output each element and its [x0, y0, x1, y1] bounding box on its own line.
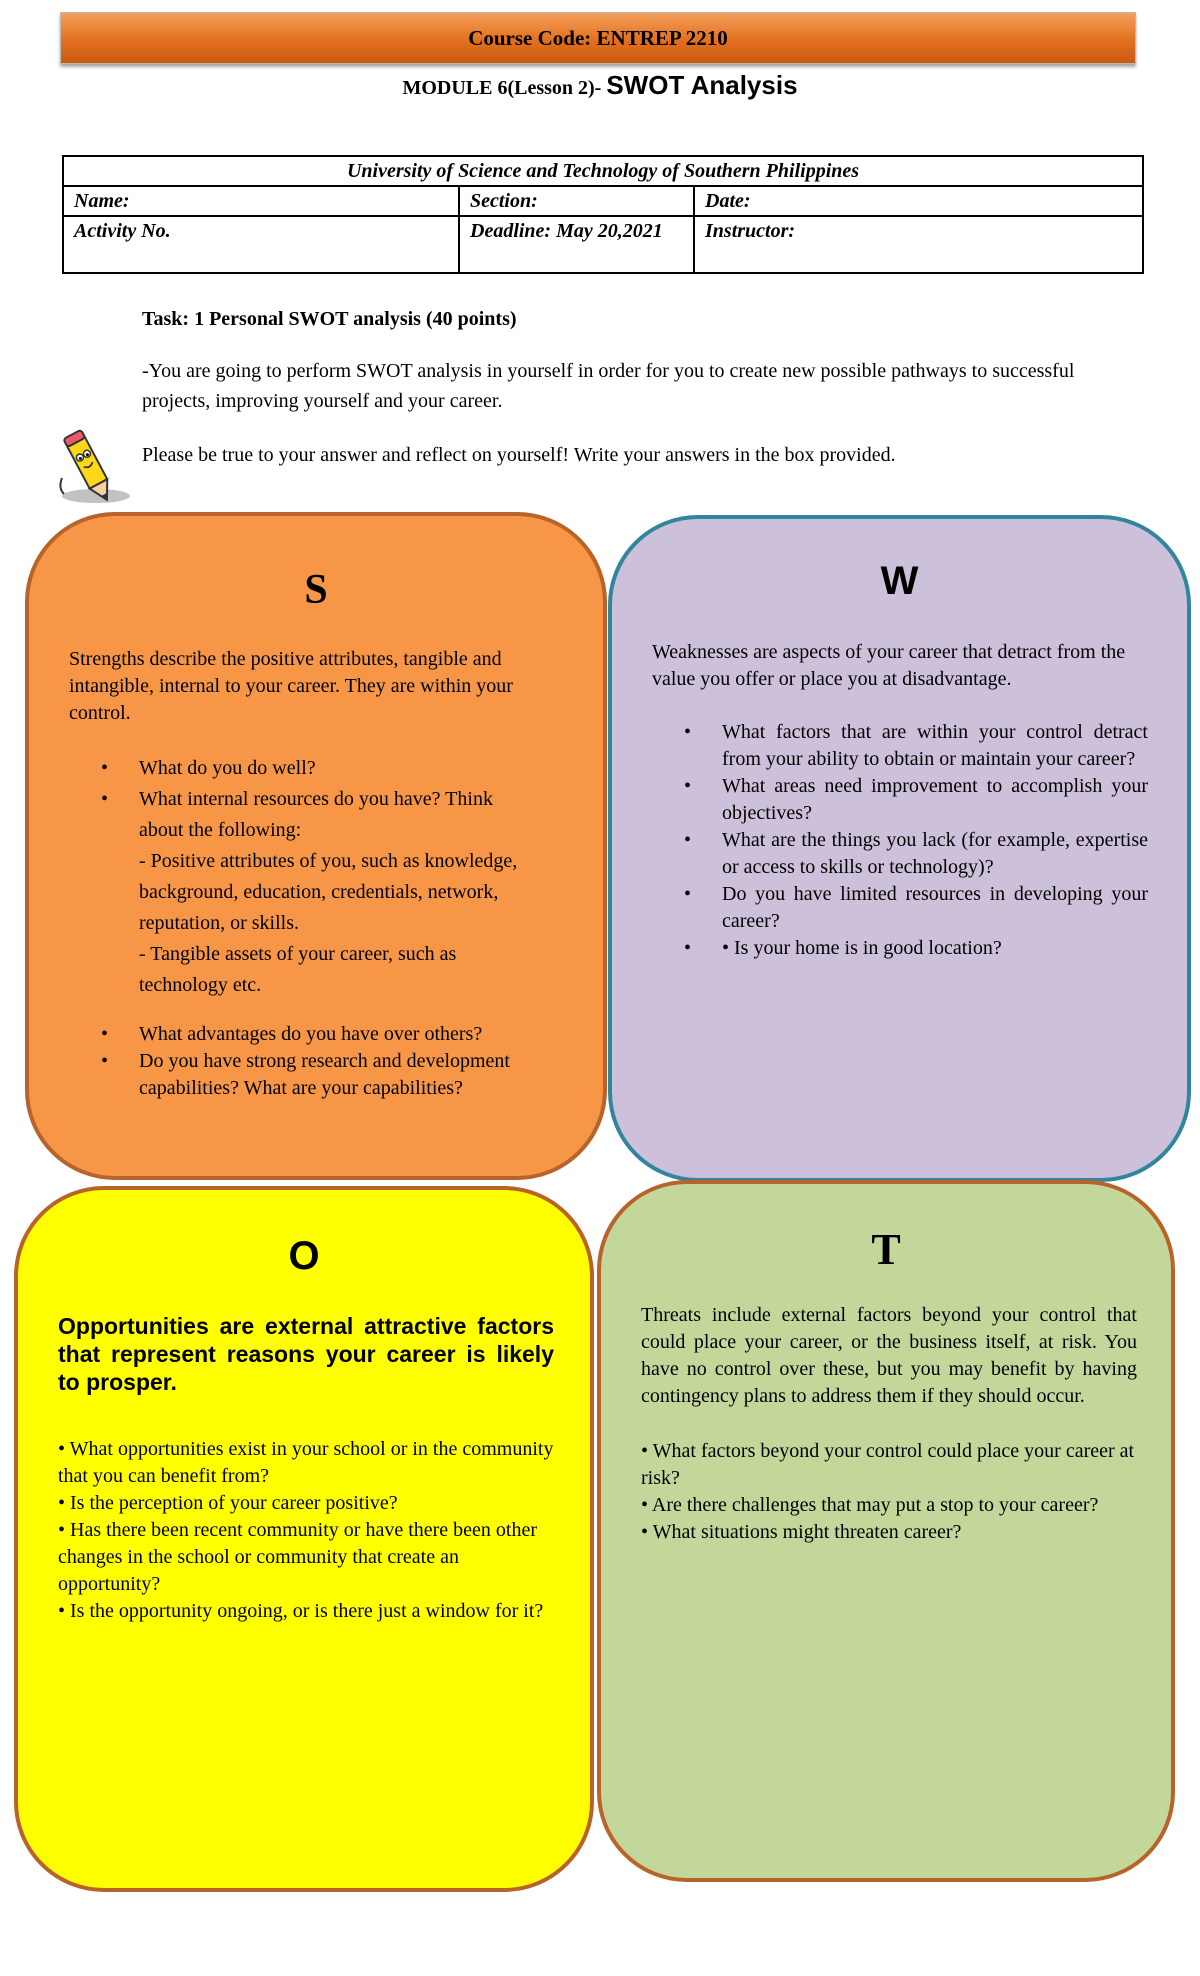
date-cell: Date: [694, 186, 1143, 216]
opportunities-item: • Is the perception of your career positive? [58, 1492, 398, 1514]
strengths-q2b: - Tangible assets of your career, such as technology etc. [139, 943, 457, 996]
threats-item: • What factors beyond your control could place your career at risk? [641, 1440, 1135, 1489]
section-cell: Section: [459, 186, 694, 216]
weaknesses-list [652, 719, 1148, 962]
instructor-cell: Instructor: [694, 216, 1143, 273]
strengths-item: • Do you have strong research and development capabilities? What are your capabilities? [69, 1048, 539, 1102]
opportunities-item: • Is the opportunity ongoing, or is there just a window for it? [58, 1600, 544, 1622]
task-title: Task: 1 Personal SWOT analysis (40 points) [142, 308, 517, 330]
weaknesses-content [652, 639, 1148, 962]
opportunities-letter: O [288, 1234, 320, 1278]
threats-item: • Are there challenges that may put a stop to your career? [641, 1494, 1099, 1516]
strengths-list [69, 753, 539, 1001]
weaknesses-letter: W [880, 559, 919, 603]
pencil-mascot-icon [50, 428, 134, 512]
weaknesses-item: • Do you have limited resources in developing your career? [652, 881, 1148, 935]
weaknesses-item: • What are the things you lack (for example, expertise or access to skills or technology)? [652, 827, 1148, 881]
course-code: Course Code: ENTREP 2210 [468, 25, 728, 50]
opportunities-item: • What opportunities exist in your school or in the community that you can benefit from? [58, 1438, 554, 1487]
opportunities-item: • Has there been recent community or have there been other changes in the school or community that create an opportunity? [58, 1519, 538, 1595]
weaknesses-box [608, 515, 1191, 1182]
threats-box [597, 1180, 1175, 1882]
threats-description: Threats include external factors beyond your control that could place your career, or the business itself, at risk. You have no control over these, but you may benefit by having contingency plans to address them if they should occur. [641, 1304, 1137, 1407]
strengths-list-2 [69, 1021, 539, 1102]
weaknesses-item: • What areas need improvement to accomplish your objectives? [652, 773, 1148, 827]
threats-item: • What situations might threaten career? [641, 1521, 962, 1543]
task-intro: -You are going to perform SWOT analysis in yourself in order for you to create new possible pathways to successful projects, improving yourself and your career. [142, 360, 1075, 412]
strengths-letter: S [304, 567, 328, 613]
strengths-description: Strengths describe the positive attributes, tangible and intangible, internal to your career. They are within your control. [69, 648, 513, 724]
activity-cell: Activity No. [63, 216, 459, 273]
student-info-table [62, 155, 1144, 274]
strengths-q2: • What internal resources do you have? Think about the following: [139, 788, 493, 841]
strengths-item [69, 784, 539, 1001]
university-cell: University of Science and Technology of Southern Philippines [63, 156, 1143, 186]
strengths-q2a: - Positive attributes of you, such as knowledge, background, education, credentials, network, reputation, or skills. [139, 850, 518, 934]
opportunities-content [58, 1312, 554, 1625]
strengths-item: • What do you do well? [69, 753, 539, 784]
threats-list [641, 1438, 1137, 1546]
strengths-content [69, 646, 539, 1102]
name-cell: Name: [63, 186, 459, 216]
opportunities-list [58, 1436, 554, 1625]
threats-letter: T [871, 1225, 901, 1274]
module-swot-title: SWOT Analysis [606, 70, 798, 100]
task-instruction: Please be true to your answer and reflect on yourself! Write your answers in the box provided. [142, 444, 896, 466]
weaknesses-item: • What factors that are within your control detract from your ability to obtain or maintain your career? [652, 719, 1148, 773]
opportunities-heading: Opportunities are external attractive factors that represent reasons your career is likely to prosper. [58, 1313, 554, 1395]
opportunities-box [14, 1186, 594, 1892]
threats-content [641, 1302, 1137, 1546]
strengths-item: • What advantages do you have over others? [69, 1021, 539, 1048]
strengths-box [25, 512, 607, 1180]
deadline-cell: Deadline: May 20,2021 [459, 216, 694, 273]
module-title [0, 70, 1200, 101]
course-code-banner [60, 12, 1136, 64]
module-prefix: MODULE 6(Lesson 2)- [402, 77, 607, 99]
weaknesses-item: • • Is your home is in good location? [652, 935, 1148, 962]
weaknesses-description: Weaknesses are aspects of your career that detract from the value you offer or place you at disadvantage. [652, 641, 1126, 690]
